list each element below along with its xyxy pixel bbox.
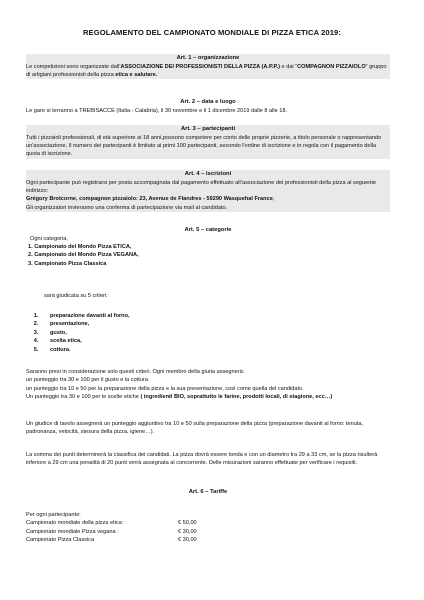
fee-price: € 50,00 xyxy=(178,520,197,527)
sum-block xyxy=(26,451,390,468)
criteria-item: 1. preparazione davanti al forno, xyxy=(40,312,390,320)
scoring-intro: Saranno presi in considerazione solo questi criteri. Ogni membro della giuria assegnerà: xyxy=(26,369,245,375)
table-row xyxy=(26,519,197,527)
fees-table xyxy=(26,519,197,544)
fees-intro: Per ogni partecipante: xyxy=(26,512,81,518)
category-item: 3. Campionato Pizza Classica xyxy=(28,260,107,267)
category-item: 2. Campionato del Mondo Pizza VEGANA, xyxy=(28,252,139,259)
art3-section xyxy=(26,125,390,159)
scoring-block xyxy=(26,368,390,402)
criteria-intro-block xyxy=(26,292,390,300)
document-title: REGOLAMENTO DEL CAMPIONATO MONDIALE DI PIZZA ETICA 2019: xyxy=(82,28,342,37)
fee-price: € 30,00 xyxy=(178,528,197,535)
scoring-rule: un punteggio tra 30 e 100 per il gusto e la cottura. xyxy=(26,377,150,384)
table-row xyxy=(26,536,197,544)
fees-block xyxy=(26,511,390,545)
criteria-list xyxy=(26,312,390,354)
fee-price: € 30,00 xyxy=(178,537,197,544)
art5-heading: Art. 5 – categorie xyxy=(184,227,232,233)
art4-text2: Gli organizzatori invieranno una conferma di partecipazione via mail al candidato. xyxy=(26,204,228,211)
criteria-item: 3. gusto, xyxy=(40,329,390,337)
criteria-item: 4. scelta etica, xyxy=(40,337,390,345)
art2-text: Le gare si terranno a TREBISACCE (Italia - Calabria), il 30 novembre e il 1 dicembre 2019 dalle 8 alle 18. xyxy=(26,107,288,114)
art4-section xyxy=(26,170,390,212)
art3-text: Tutti i pizzaioli professionali, di età superiore ai 18 anni,possono competere per conto delle proprie pizzerie, a titolo personale o rappresentando un'associazione. Il numero dei partecipanti è limitato ai primi 100 partecipanti, secondo l'ordine di iscrizione e in regola con il pagamento della quota di iscrizione. xyxy=(26,134,382,158)
art6-section xyxy=(26,488,390,497)
art2-heading: Art. 2 – data e luogo xyxy=(180,99,236,105)
category-item: 1. Campionato del Mondo Pizza ETICA, xyxy=(28,244,132,250)
sum-text: La somma dei punti determinerà la classifica dei candidati. La pizza dovrà essere tonda e con un diametro tra 29 a 33 cm, se la pizza risulterà inferiore a 29 cm una penalità di 20 punti verrà assegnata al concorrente. Delle misurazioni saranno effettuate per verificare i requisiti. xyxy=(26,452,378,467)
art4-address: Grégory Brotcorne, compagnon pizzaiolo: 23, Avenue de Flandres - 59290 Wasquehal France, xyxy=(26,196,275,203)
fee-label: Campionato mondiale della pizza etica: xyxy=(26,520,124,527)
scoring-rule: un punteggio tra 10 e 50 per la preparazione della pizza e la sua presentazione, così come quella del candidato. xyxy=(26,385,304,392)
fee-label: Campionato Pizza Classica xyxy=(26,537,95,544)
criteria-list-block xyxy=(26,312,390,354)
criteria-item: 2. presentazione, xyxy=(40,320,390,328)
art4-text1: Ogni partecipante può registrarsi per posta accompagnata dal pagamento effettuato all’associazione dei professionisti della pizza al seguente indirizzo: xyxy=(26,179,377,194)
art1-section xyxy=(26,54,390,79)
art1-heading: Art. 1 – organizzazione xyxy=(176,55,240,61)
art3-heading: Art. 3 – partecipanti xyxy=(180,126,236,132)
art2-section xyxy=(26,98,390,115)
art4-heading: Art. 4 – iscrizioni xyxy=(184,171,232,177)
jury-oven-text: Un giudice di tavolo assegnerà un punteggio aggiuntivo tra 10 e 50 sulla preparazione della pizza (preparazione davanti al forno: tenuta, padronanza, velocità, stesura della pizza, igiene…). xyxy=(26,421,364,436)
art5-intro: Ogni categoria, xyxy=(30,235,68,242)
criteria-item: 5. cottura. xyxy=(40,346,390,354)
art6-heading: Art. 6 – Tariffe xyxy=(188,489,228,495)
art1-text: Le competizioni sono organizzate dall’ASSOCIAZIONE DEI PROFESSIONISTI DELLA PIZZA (A.P.P.) e dai “COMPAGNON PIZZAIOLO” gruppo di artigiani professionisti della pizza etica e salutare. xyxy=(26,63,387,78)
criteria-intro: sarà giudicata su 5 criteri: xyxy=(44,293,108,299)
scoring-rule: Un punteggio tra 30 e 100 per le scelte etiche ( ingredienti BIO, soprattutto le farine, prodotti locali, di stagione, ecc…) xyxy=(26,394,333,401)
art5-section xyxy=(26,226,390,268)
jury-oven-block xyxy=(26,420,390,437)
table-row xyxy=(26,528,197,536)
fee-label: Campionato mondiale Pizza vegana : xyxy=(26,528,119,535)
